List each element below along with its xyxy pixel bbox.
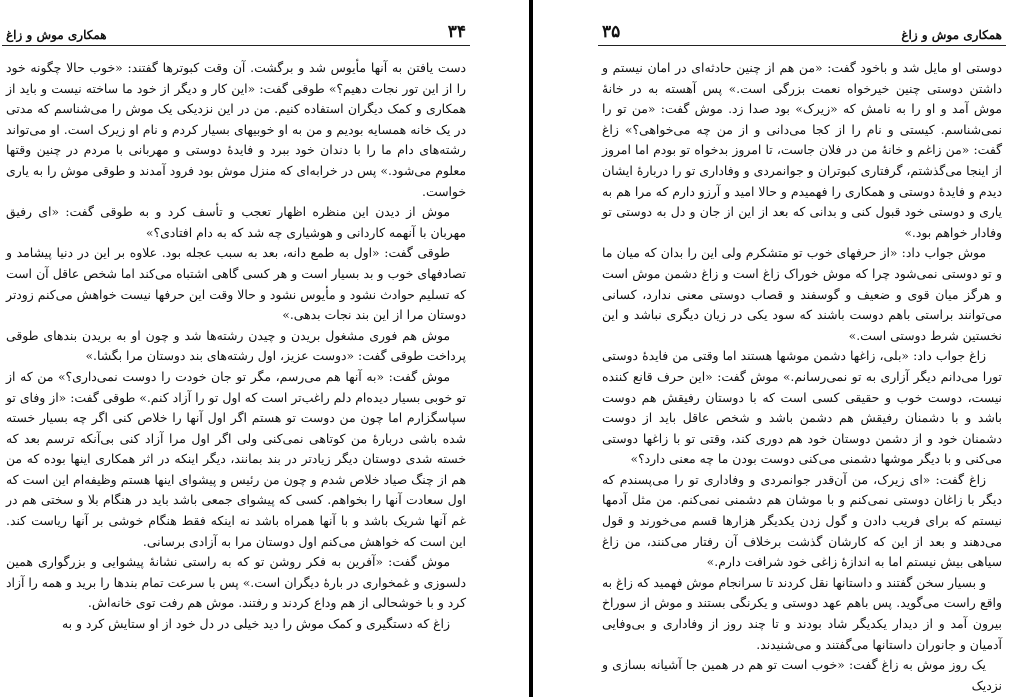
book-spine-divider — [529, 0, 533, 697]
paragraph: موش جواب داد: «از حرفهای خوب تو متشکرم ولی این را بدان که میان ما و تو دوستی نمی‌شود چرا که موش خوراک زاغ است و زاغ دشمن موش است و هرگز میان قوی و ضعیف و گوسفند و قصاب دوستی معنی ندارد، کسانی می‌توانند براستی باهم دوست باشند که سود یکی در زیان دیگری نباشد و این نخستین شرط دوستی است.» — [602, 245, 1002, 343]
right-page-body — [598, 58, 1006, 696]
left-page-number: ۳۴ — [447, 22, 466, 42]
paragraph: طوقی گفت: «اول به طمع دانه، بعد به سبب عجله بود. علاوه بر این در دنیا پیشامد و تصادفهای خوب و بد بسیار است و هر کسی گاهی اشتباه می‌کند اما شخص عاقل آن است که تسلیم حوادث نشود و مأیوس نشود و حالا وقت این حرفها نیست خواهش می‌کنم زودتر دوستان مرا از این بند نجات بدهی.» — [6, 245, 466, 323]
paragraph: یک روز موش به زاغ گفت: «خوب است تو هم در همین جا آشیانه بسازی و نزدیک — [602, 657, 1002, 693]
left-running-head: همکاری موش و زاغ — [6, 28, 107, 42]
paragraph: موش گفت: «آفرین به فکر روشن تو که به راستی نشانهٔ پیشوایی و بزرگواری همین دلسوزی و غمخواری در بارهٔ دیگران است.» پس با سرعت تمام بندها را برید و همه را آزاد کرد و با خوشحالی از هم وداع کردند و رفتند. موش هم رفت توی خانه‌اش. — [6, 554, 466, 611]
right-page-header — [598, 8, 1006, 46]
paragraph: زاغ جواب داد: «بلی، زاغها دشمن موشها هستند اما وقتی من فایدهٔ دوستی تورا می‌دانم دیگر آزاری به تو نمی‌رسانم.» موش گفت: «این حرف قانع کننده نیست، دوست خوب و حقیقی کسی است که با دوستان رفیقش هم دوست باشد و با دشمنان رفیقش هم دشمن باشد و شخص عاقل باید از دوست دشمنان خود و از دشمن دوستان خود هم دوری کند، وقتی تو با زاغها دوستی می‌کنی و با دیگر موشها دشمنی می‌کنی دوست بودن ما چه معنی دارد؟» — [602, 348, 1002, 467]
right-page — [540, 0, 1024, 697]
paragraph: و بسیار سخن گفتند و داستانها نقل کردند تا سرانجام موش فهمید که زاغ به واقع راست می‌گوید. پس باهم عهد دوستی و یکرنگی بستند و موش از سوراخ بیرون آمد و از دیدار یکدیگر شاد بودند و تا چند روز از وفاداری و بی‌وفایی آدمیان و جانوران داستانها می‌گفتند و می‌شنیدند. — [602, 574, 1002, 652]
paragraph: زاغ گفت: «ای زیرک، من آن‌قدر جوانمردی و وفاداری تو را می‌پسندم که دیگر با زاغان دوستی نمی‌کنم و با موشان هم دشمنی نمی‌کنم. من مثل آدمها نیستم که برای فریب دادن و گول زدن یکدیگر هزارها قسم می‌خورند و قول می‌دهند و بعد از این که کارشان گذشت برخلاف آن رفتار می‌کنند، من زاغ سیاهی بیش نیستم اما به اندازهٔ زاغی خود شرافت دارم.» — [602, 471, 1002, 570]
left-page-header — [2, 8, 470, 46]
left-page-body — [2, 58, 470, 635]
paragraph: موش گفت: «به آنها هم می‌رسم، مگر تو جان خودت را دوست نمی‌داری؟» من که از تو خوبی بسیار دیده‌ام دلم راغب‌تر است که اول تو را آزاد کنم.» طوقی گفت: «از وفای تو سپاسگزارم اما چون من دوست تو هستم اگر اول آنها را خلاص کنی اگر چه بسیار خسته شده باشی دربارهٔ من کوتاهی نمی‌کنی ولی اگر اول مرا آزاد کنی بی‌آنکه ترسم بعد که خسته شدی دوستان دیگر زیادتر در بند بمانند، دیگر اینکه در اثر همکاری اینها بوده که من هم از چنگ صیاد خلاص شدم و چون من رئیس و پیشوای اینها هستم وظیفه‌ام این است که اول سعادت آنها را بخواهم. کسی که پیشوای جمعی باشد باید در هنگام بلا و سختی هم در غم آنها شریک باشد و با آنها همراه باشد نه اینکه فقط هنگام خوشی بر آنها ریاست کند. این است که خواهش می‌کنم اول دوستان مرا به آزادی برسانی. — [6, 368, 466, 549]
paragraph: زاغ که دستگیری و کمک موش را دید خیلی در دل خود از او ستایش کرد و به — [61, 616, 450, 632]
right-page-number: ۳۵ — [602, 22, 621, 42]
paragraph: دوستی او مایل شد و باخود گفت: «من هم از چنین حادثه‌ای در امان نیستم و داشتن دوستی چنین خیرخواه نعمت بزرگی است.» پس آهسته به در خانهٔ موش آمد و او را به نامش که «زیرک» بود صدا زد. موش گفت: «من تو را نمی‌شناسم. کیستی و نام را از کجا می‌دانی و از من چه می‌خواهی؟» زاغ گفت: «من زاغم و خانهٔ من در فلان جاست، تا امروز بدخواه تو بودم اما امروز از اینجا می‌گذشتم، گرفتاری کبوتران و جوانمردی و وفاداری تو را دربارهٔ ایشان دیدم و فایدهٔ دوستی و همکاری را فهمیدم و حالا امید و آرزو دارم که مرا هم به یاری و دوستی خود قبول کنی و بدانی که بعد از این از جان و دل به دوستی تو وفادار خواهم بود.» — [602, 60, 1002, 240]
right-running-head: همکاری موش و زاغ — [901, 28, 1002, 42]
paragraph: موش از دیدن این منظره اظهار تعجب و تأسف کرد و به طوقی گفت: «ای رفیق مهربان با آنهمه کاردانی و هوشیاری چه شد که به دام افتادی؟» — [6, 204, 466, 240]
paragraph: موش هم فوری مشغول بریدن و چیدن رشته‌ها شد و چون او به بریدن بندهای طوقی پرداخت طوقی گفت: «دوست عزیز، اول رشته‌های بند دوستان مرا بگشا.» — [6, 327, 466, 364]
paragraph: دست یافتن به آنها مأیوس شد و برگشت. آن وقت کبوترها گفتند: «خوب حالا چگونه خود را از این تور نجات دهیم؟» طوقی گفت: «این کار و دیگر از خود ما ساخته نیست و باید از همکاری و کمک دیگران استفاده کنیم. من در این نزدیکی یک موش را می‌شناسم که مدتی در یک خانه همسایه بودیم و من به او خوبیهای بسیار کردم و نام او زیرک است. او می‌تواند رشته‌های دام ما را با دندان خود ببرد و فایدهٔ دوستی و مهربانی با مردم در چنین وقتها معلوم می‌شود.» پس در خرابه‌ای که منزل موش بود فرود آمدند و طوقی موش را به یاری خواست. — [6, 60, 466, 199]
